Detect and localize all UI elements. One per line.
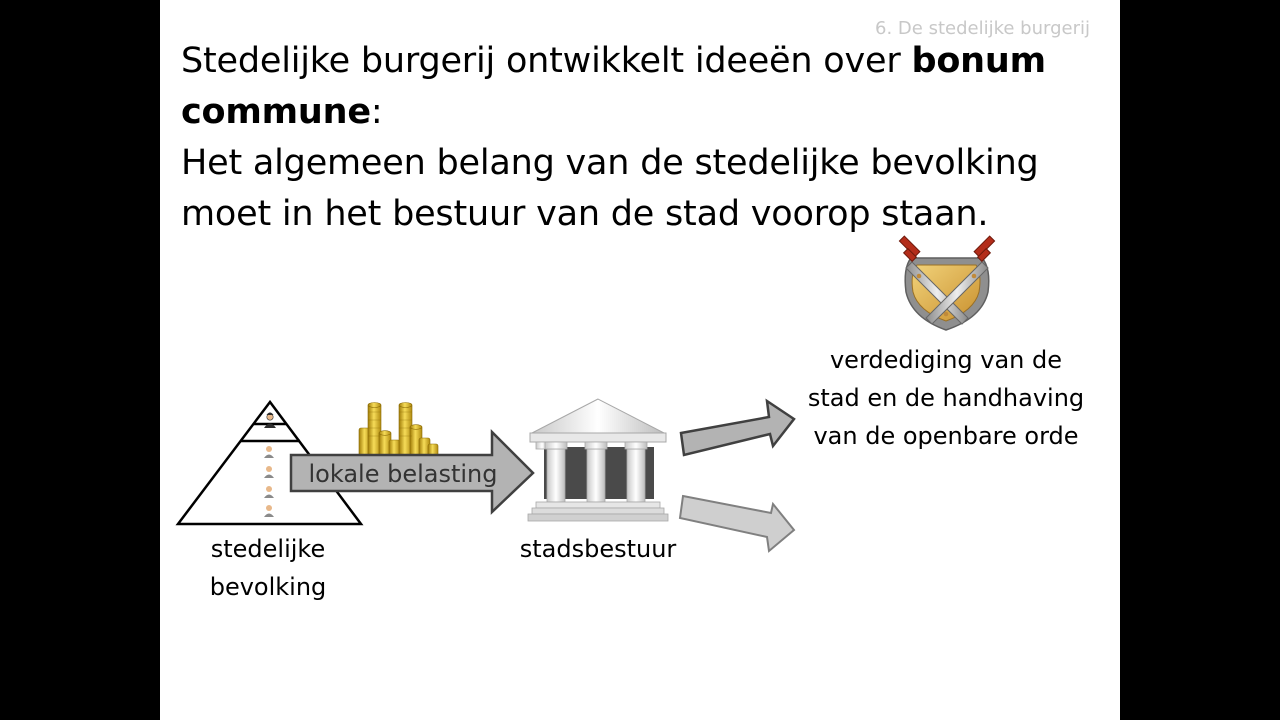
defense-label-line-1: verdediging van de: [829, 346, 1063, 374]
headline-colon: :: [370, 92, 383, 132]
population-label-line-2: bevolking: [209, 573, 327, 601]
defense-label-line-3: van de openbare orde: [813, 422, 1079, 450]
headline-line-3: moet in het bestuur van de stad voorop staan.: [181, 194, 989, 234]
population-label: [188, 530, 348, 606]
population-label-line-1: stedelijke: [210, 535, 326, 563]
section-label: 6. De stedelijke burgerij: [875, 18, 1090, 39]
slide: [160, 0, 1120, 720]
government-label: [498, 530, 698, 568]
town-hall-icon: [528, 399, 668, 521]
defense-label-line-2: stad en de handhaving: [807, 384, 1085, 412]
defense-label: [788, 341, 1104, 455]
defense-arrow: [681, 401, 794, 455]
headline-line-2: Het algemeen belang van de stedelijke bevolking: [181, 143, 1039, 183]
government-label-text: stadsbestuur: [519, 535, 677, 563]
shield-swords-icon: [899, 236, 994, 330]
tax-arrow-label: lokale belasting: [308, 460, 498, 488]
gold-coins-icon: [359, 403, 438, 459]
headline-term: bonum commune: [181, 41, 1046, 132]
headline-intro: Stedelijke burgerij ontwikkelt ideeën over: [181, 41, 901, 81]
